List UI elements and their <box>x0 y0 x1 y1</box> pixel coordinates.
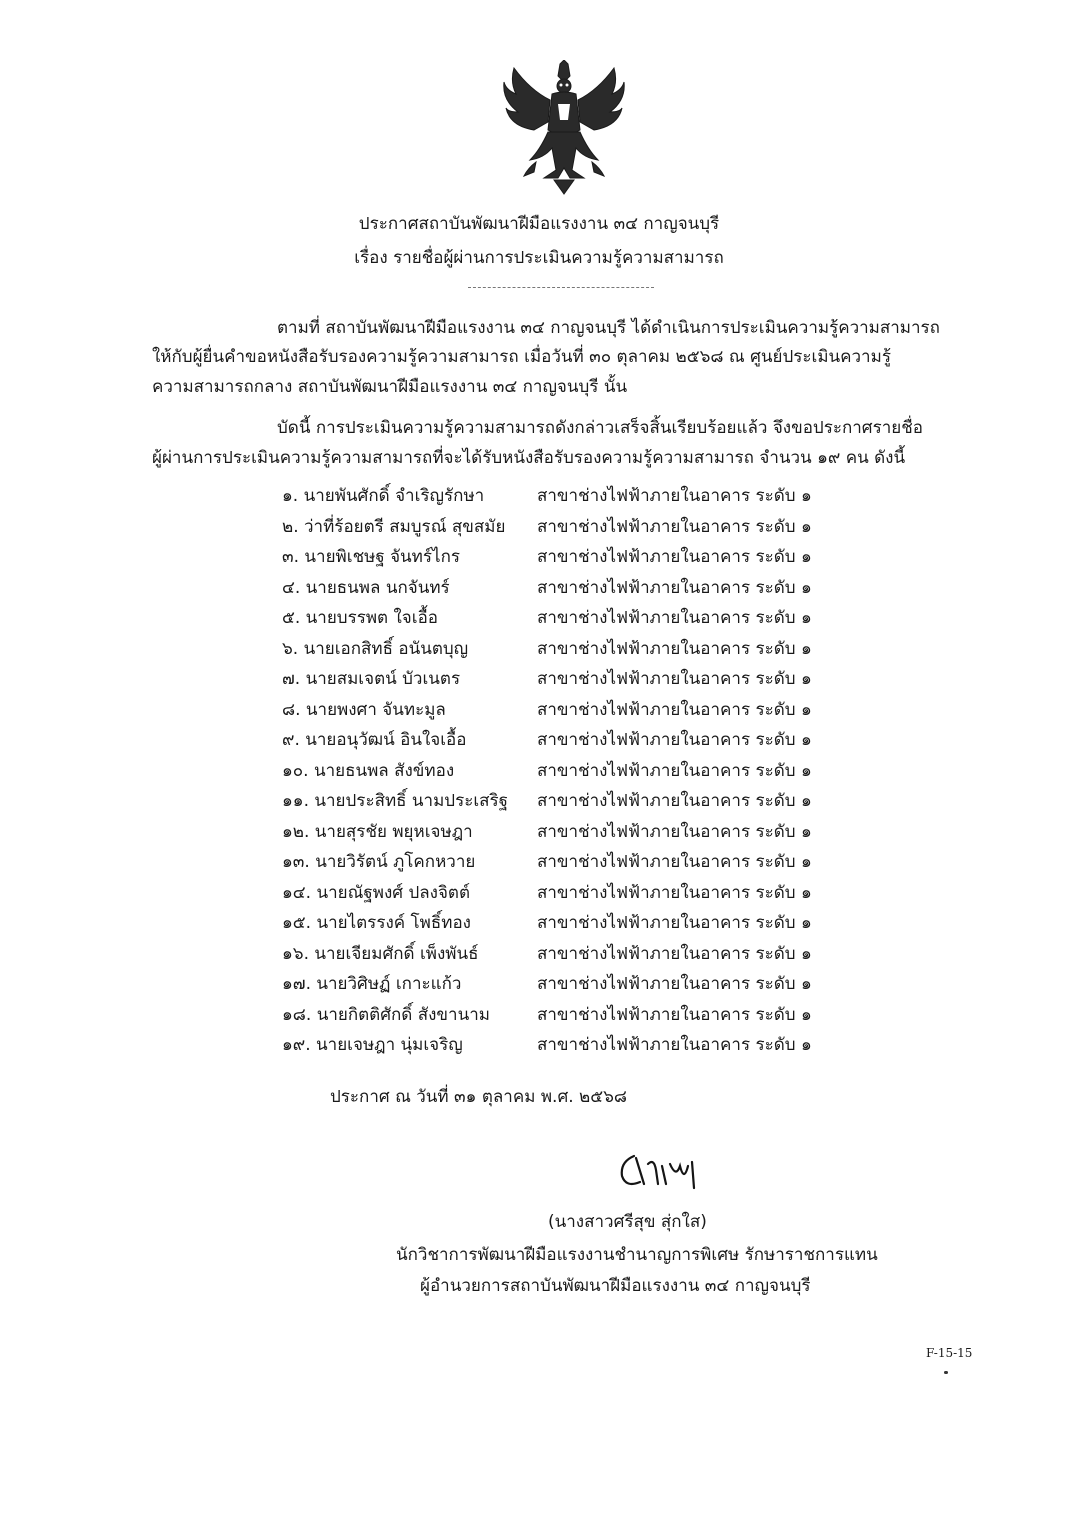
passer-name: ๑๐. นายธนพล สังข์ทอง <box>282 760 455 781</box>
passer-branch: สาขาช่างไฟฟ้าภายในอาคาร ระดับ ๑ <box>537 943 812 964</box>
passer-name: ๑๘. นายกิตติศักดิ์ สังขานาม <box>282 1004 490 1025</box>
list-item <box>282 722 842 753</box>
passer-branch: สาขาช่างไฟฟ้าภายในอาคาร ระดับ ๑ <box>537 577 812 598</box>
signatory-position: นักวิชาการพัฒนาฝีมือแรงงานชำนาญการพิเศษ รักษาราชการแทน <box>396 1245 878 1265</box>
list-item <box>282 509 842 540</box>
announcement-date: ประกาศ ณ วันที่ ๓๑ ตุลาคม พ.ศ. ๒๕๖๘ <box>330 1087 628 1107</box>
paragraph-2-line-2: ผู้ผ่านการประเมินความรู้ความสามารถที่จะได้รับหนังสือรับรองความรู้ความสามารถ จำนวน ๑๙ คน ดังนี้ <box>152 448 906 468</box>
passer-branch: สาขาช่างไฟฟ้าภายในอาคาร ระดับ ๑ <box>537 882 812 903</box>
handwritten-signature <box>614 1148 724 1192</box>
list-item <box>282 478 842 509</box>
list-item <box>282 844 842 875</box>
paragraph-1-line-2: ให้กับผู้ยื่นคำขอหนังสือรับรองความรู้ความสามารถ เมื่อวันที่ ๓๐ ตุลาคม ๒๕๖๘ ณ ศูนย์ประเมินความรู้ <box>152 347 891 367</box>
signatory-name: (นางสาวศรีสุข สุ่กใส) <box>548 1212 707 1232</box>
garuda-emblem-icon <box>500 60 628 196</box>
passer-name: ๒. ว่าที่ร้อยตรี สมบูรณ์ สุขสมัย <box>282 516 506 537</box>
list-item <box>282 875 842 906</box>
passer-name: ๑๓. นายวิรัตน์ ภูโคกหวาย <box>282 852 476 872</box>
passer-name: ๙. นายอนุวัฒน์ อินใจเอื้อ <box>282 730 467 750</box>
passer-branch: สาขาช่างไฟฟ้าภายในอาคาร ระดับ ๑ <box>537 1004 812 1025</box>
list-item <box>282 966 842 997</box>
passer-branch: สาขาช่างไฟฟ้าภายในอาคาร ระดับ ๑ <box>537 638 812 659</box>
passer-branch: สาขาช่างไฟฟ้าภายในอาคาร ระดับ ๑ <box>537 852 812 872</box>
passer-name: ๑๙. นายเจษฎา นุ่มเจริญ <box>282 1035 463 1055</box>
passer-branch: สาขาช่างไฟฟ้าภายในอาคาร ระดับ ๑ <box>537 791 812 811</box>
list-item <box>282 783 842 814</box>
list-item <box>282 539 842 570</box>
form-code: F-15-15 <box>926 1346 973 1360</box>
passer-branch: สาขาช่างไฟฟ้าภายในอาคาร ระดับ ๑ <box>537 699 812 720</box>
passer-name: ๔. นายธนพล นกจันทร์ <box>282 577 450 598</box>
passer-branch: สาขาช่างไฟฟ้าภายในอาคาร ระดับ ๑ <box>537 1035 812 1055</box>
passer-branch: สาขาช่างไฟฟ้าภายในอาคาร ระดับ ๑ <box>537 547 812 567</box>
passer-name: ๑๗. นายวิศิษฏ์ เกาะแก้ว <box>282 974 462 994</box>
passer-name: ๕. นายบรรพต ใจเอื้อ <box>282 608 438 628</box>
passer-branch: สาขาช่างไฟฟ้าภายในอาคาร ระดับ ๑ <box>537 486 812 506</box>
list-item <box>282 997 842 1028</box>
list-item <box>282 692 842 723</box>
list-item <box>282 814 842 845</box>
passer-name: ๖. นายเอกสิทธิ์ อนันตบุญ <box>282 638 469 659</box>
list-item <box>282 753 842 784</box>
paragraph-1-line-3: ความสามารถกลาง สถาบันพัฒนาฝีมือแรงงาน ๓๔ กาญจนบุรี นั้น <box>152 377 628 397</box>
list-item <box>282 661 842 692</box>
passer-branch: สาขาช่างไฟฟ้าภายในอาคาร ระดับ ๑ <box>537 516 812 537</box>
passer-name: ๑๕. นายไตรรงค์ โพธิ์ทอง <box>282 913 471 933</box>
passer-list <box>282 478 842 1058</box>
passer-name: ๑. นายพันศักดิ์ จำเริญรักษา <box>282 486 485 506</box>
passer-name: ๑๑. นายประสิทธิ์ นามประเสริฐ <box>282 791 509 811</box>
title-divider <box>468 287 654 288</box>
list-item <box>282 936 842 967</box>
announcement-subject: เรื่อง รายชื่อผู้ผ่านการประเมินความรู้ความสามารถ <box>354 248 724 268</box>
passer-branch: สาขาช่างไฟฟ้าภายในอาคาร ระดับ ๑ <box>537 913 812 933</box>
passer-name: ๑๔. นายณัฐพงศ์ ปลงจิตต์ <box>282 882 470 903</box>
list-item <box>282 905 842 936</box>
passer-name: ๑๖. นายเจียมศักดิ์ เพ็งพันธ์ <box>282 943 479 964</box>
list-item <box>282 1027 842 1058</box>
paragraph-2-line-1: บัดนี้ การประเมินความรู้ความสามารถดังกล่าวเสร็จสิ้นเรียบร้อยแล้ว จึงขอประกาศรายชื่อ <box>277 418 923 438</box>
scan-speck <box>944 1371 948 1374</box>
passer-name: ๗. นายสมเจตน์ บัวเนตร <box>282 669 461 689</box>
passer-name: ๓. นายพิเชษฐ จันทร์ไกร <box>282 547 460 567</box>
passer-branch: สาขาช่างไฟฟ้าภายในอาคาร ระดับ ๑ <box>537 974 812 994</box>
passer-branch: สาขาช่างไฟฟ้าภายในอาคาร ระดับ ๑ <box>537 608 812 628</box>
passer-branch: สาขาช่างไฟฟ้าภายในอาคาร ระดับ ๑ <box>537 821 812 842</box>
passer-name: ๘. นายพงศา จันทะมูล <box>282 699 446 720</box>
paragraph-1-line-1: ตามที่ สถาบันพัฒนาฝีมือแรงงาน ๓๔ กาญจนบุรี ได้ดำเนินการประเมินความรู้ความสามารถ <box>277 318 940 338</box>
passer-name: ๑๒. นายสุรชัย พยุหเจษฎา <box>282 821 473 842</box>
signatory-organization: ผู้อำนวยการสถาบันพัฒนาฝีมือแรงงาน ๓๔ กาญจนบุรี <box>420 1276 811 1296</box>
passer-branch: สาขาช่างไฟฟ้าภายในอาคาร ระดับ ๑ <box>537 760 812 781</box>
passer-branch: สาขาช่างไฟฟ้าภายในอาคาร ระดับ ๑ <box>537 730 812 750</box>
list-item <box>282 570 842 601</box>
list-item <box>282 600 842 631</box>
passer-branch: สาขาช่างไฟฟ้าภายในอาคาร ระดับ ๑ <box>537 669 812 689</box>
list-item <box>282 631 842 662</box>
announcement-title: ประกาศสถาบันพัฒนาฝีมือแรงงาน ๓๔ กาญจนบุรี <box>358 214 720 234</box>
